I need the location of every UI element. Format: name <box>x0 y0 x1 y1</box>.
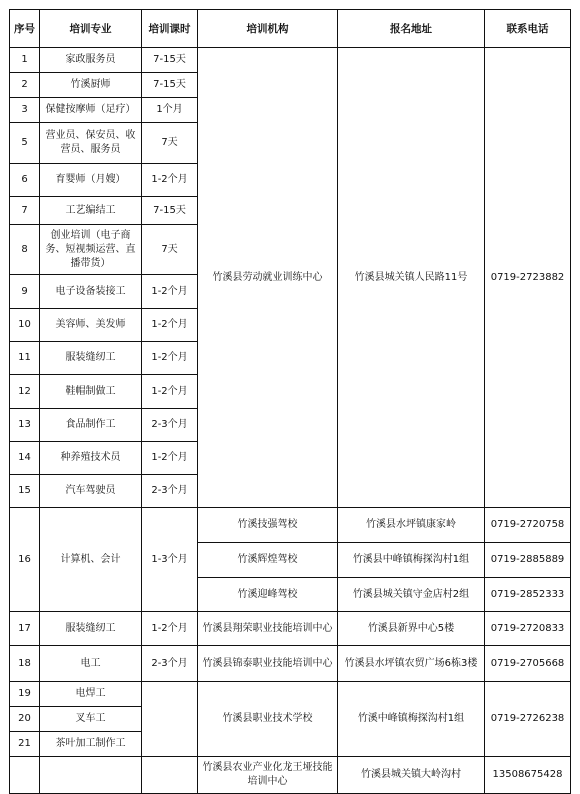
major-cell: 电焊工 <box>40 682 142 707</box>
duration-cell: 1-2个月 <box>142 342 198 375</box>
duration-cell: 7-15天 <box>142 197 198 225</box>
seq-cell: 7 <box>10 197 40 225</box>
seq-cell: 15 <box>10 475 40 508</box>
header-phone: 联系电话 <box>485 10 571 48</box>
duration-cell <box>142 682 198 757</box>
seq-cell: 18 <box>10 646 40 682</box>
duration-cell: 2-3个月 <box>142 409 198 442</box>
table-row <box>10 508 571 543</box>
header-org: 培训机构 <box>198 10 338 48</box>
addr-cell: 竹溪县水坪镇康家岭 <box>338 508 485 543</box>
major-cell: 食品制作工 <box>40 409 142 442</box>
major-cell: 营业员、保安员、收营员、服务员 <box>40 123 142 164</box>
phone-cell: 0719-2720833 <box>485 612 571 646</box>
org-cell: 竹溪县锦泰职业技能培训中心 <box>198 646 338 682</box>
addr-cell: 竹溪县中峰镇梅探沟村1组 <box>338 543 485 578</box>
seq-cell: 5 <box>10 123 40 164</box>
seq-cell: 21 <box>10 732 40 757</box>
major-cell: 鞋帽制做工 <box>40 375 142 409</box>
table-row <box>10 612 571 646</box>
seq-cell: 11 <box>10 342 40 375</box>
major-cell: 电子设备装接工 <box>40 275 142 309</box>
table-row <box>10 757 571 794</box>
phone-cell: 0719-2885889 <box>485 543 571 578</box>
major-cell: 服装缝纫工 <box>40 612 142 646</box>
duration-cell: 7天 <box>142 225 198 275</box>
duration-cell: 2-3个月 <box>142 646 198 682</box>
duration-cell: 7-15天 <box>142 48 198 73</box>
table-row <box>10 682 571 707</box>
duration-cell: 7天 <box>142 123 198 164</box>
major-cell <box>40 757 142 794</box>
duration-cell: 2-3个月 <box>142 475 198 508</box>
major-cell: 美容师、美发师 <box>40 309 142 342</box>
duration-cell: 1-2个月 <box>142 612 198 646</box>
seq-cell: 14 <box>10 442 40 475</box>
addr-cell: 竹溪中峰镇梅探沟村1组 <box>338 682 485 757</box>
major-cell: 汽车驾驶员 <box>40 475 142 508</box>
major-cell: 计算机、会计 <box>40 508 142 612</box>
table-row <box>10 48 571 73</box>
seq-cell: 20 <box>10 707 40 732</box>
major-cell: 创业培训（电子商务、短视频运营、直播带货） <box>40 225 142 275</box>
org-cell: 竹溪辉煌驾校 <box>198 543 338 578</box>
addr-cell: 竹溪县城关镇人民路11号 <box>338 48 485 508</box>
addr-cell: 竹溪县城关镇守金店村2组 <box>338 578 485 612</box>
duration-cell: 1个月 <box>142 98 198 123</box>
seq-cell: 13 <box>10 409 40 442</box>
header-duration: 培训课时 <box>142 10 198 48</box>
addr-cell: 竹溪县新界中心5楼 <box>338 612 485 646</box>
seq-cell: 2 <box>10 73 40 98</box>
org-cell: 竹溪技强驾校 <box>198 508 338 543</box>
org-cell: 竹溪迎峰驾校 <box>198 578 338 612</box>
header-row <box>10 10 571 48</box>
phone-cell: 0719-2705668 <box>485 646 571 682</box>
major-cell: 种养殖技术员 <box>40 442 142 475</box>
major-cell: 家政服务员 <box>40 48 142 73</box>
org-cell: 竹溪县翔荣职业技能培训中心 <box>198 612 338 646</box>
seq-cell: 16 <box>10 508 40 612</box>
org-cell: 竹溪县农业产业化龙王垭技能培训中心 <box>198 757 338 794</box>
seq-cell: 1 <box>10 48 40 73</box>
seq-cell: 10 <box>10 309 40 342</box>
seq-cell: 6 <box>10 164 40 197</box>
seq-cell <box>10 757 40 794</box>
duration-cell: 1-2个月 <box>142 442 198 475</box>
major-cell: 育婴师（月嫂） <box>40 164 142 197</box>
seq-cell: 17 <box>10 612 40 646</box>
phone-cell: 0719-2726238 <box>485 682 571 757</box>
training-table <box>9 9 571 794</box>
major-cell: 服装缝纫工 <box>40 342 142 375</box>
header-seq: 序号 <box>10 10 40 48</box>
org-cell: 竹溪县劳动就业训练中心 <box>198 48 338 508</box>
seq-cell: 12 <box>10 375 40 409</box>
major-cell: 电工 <box>40 646 142 682</box>
phone-cell: 0719-2723882 <box>485 48 571 508</box>
duration-cell: 1-2个月 <box>142 275 198 309</box>
duration-cell: 1-3个月 <box>142 508 198 612</box>
header-addr: 报名地址 <box>338 10 485 48</box>
duration-cell: 1-2个月 <box>142 309 198 342</box>
major-cell: 保健按摩师（足疗） <box>40 98 142 123</box>
major-cell: 茶叶加工制作工 <box>40 732 142 757</box>
phone-cell: 13508675428 <box>485 757 571 794</box>
major-cell: 工艺编结工 <box>40 197 142 225</box>
duration-cell: 7-15天 <box>142 73 198 98</box>
table-row <box>10 646 571 682</box>
org-cell: 竹溪县职业技术学校 <box>198 682 338 757</box>
duration-cell: 1-2个月 <box>142 375 198 409</box>
duration-cell: 1-2个月 <box>142 164 198 197</box>
major-cell: 叉车工 <box>40 707 142 732</box>
addr-cell: 竹溪县城关镇大岭沟村 <box>338 757 485 794</box>
seq-cell: 9 <box>10 275 40 309</box>
addr-cell: 竹溪县水坪镇农贸广场6栋3楼 <box>338 646 485 682</box>
seq-cell: 3 <box>10 98 40 123</box>
major-cell: 竹溪厨师 <box>40 73 142 98</box>
duration-cell <box>142 757 198 794</box>
header-major: 培训专业 <box>40 10 142 48</box>
phone-cell: 0719-2720758 <box>485 508 571 543</box>
seq-cell: 8 <box>10 225 40 275</box>
seq-cell: 19 <box>10 682 40 707</box>
phone-cell: 0719-2852333 <box>485 578 571 612</box>
